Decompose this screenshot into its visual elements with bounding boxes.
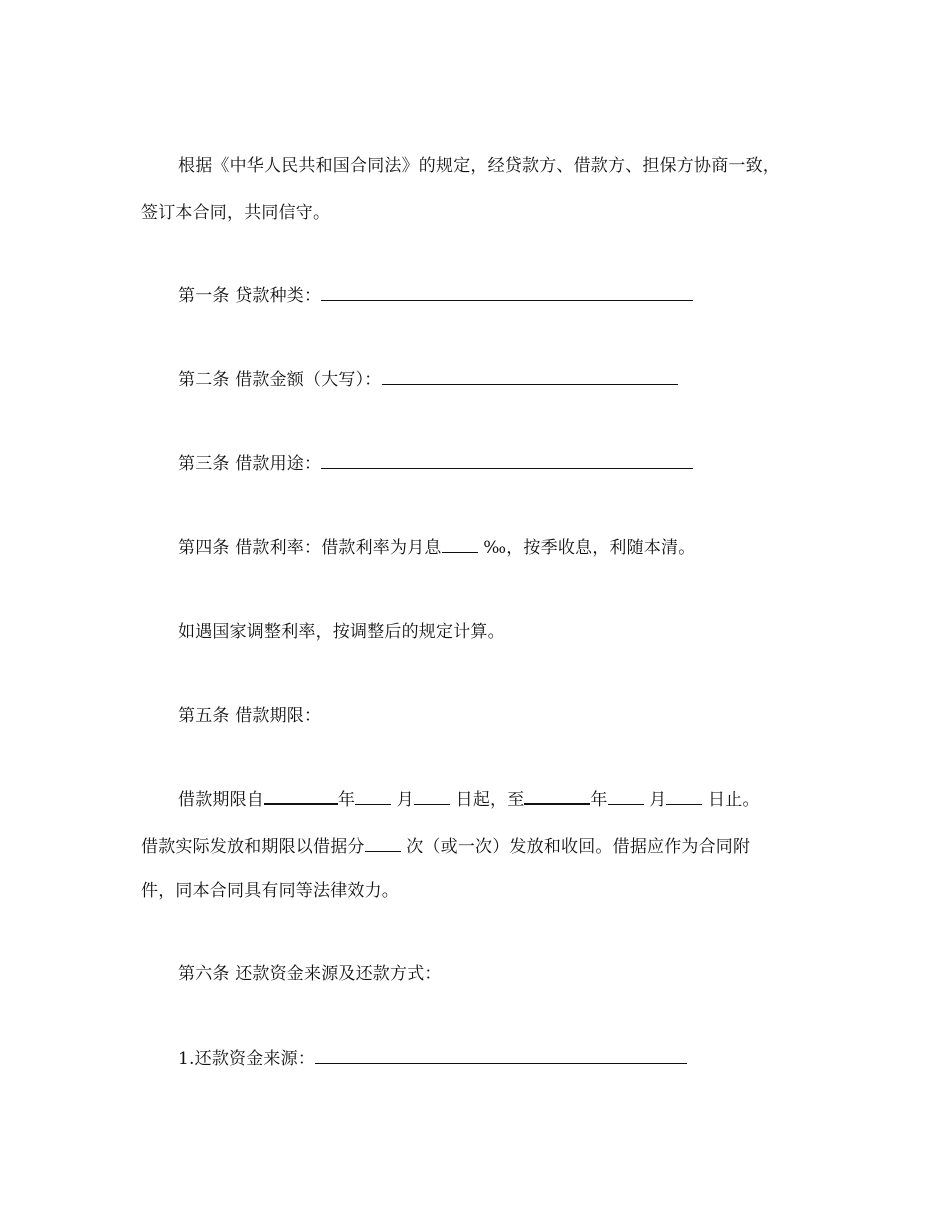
start-month-blank — [355, 790, 391, 805]
preamble-line-1: 根据《中华人民共和国合同法》的规定，经贷款方、借款方、担保方协商一致， — [178, 156, 780, 176]
start-year-blank — [264, 789, 338, 805]
end-year-blank — [524, 789, 590, 805]
day-from-label: 日起，至 — [450, 790, 525, 810]
installment-suffix: 次（或一次）发放和收回。借据应作为合同附 — [400, 837, 751, 857]
article-6-item-1 — [178, 1048, 687, 1070]
article-5-line-2 — [141, 836, 750, 858]
article-1 — [178, 285, 693, 307]
installment-prefix: 借款实际发放和期限以借据分 — [141, 837, 365, 857]
article-4 — [178, 537, 695, 559]
loan-amount-blank — [382, 370, 678, 385]
term-from-label: 借款期限自 — [178, 790, 264, 810]
article-3-label: 第三条 借款用途： — [178, 454, 322, 474]
start-day-blank — [414, 790, 450, 805]
article-5-term — [178, 789, 760, 811]
end-month-blank — [608, 790, 644, 805]
year-label-2: 年 — [590, 790, 608, 810]
article-2 — [178, 369, 678, 391]
year-label: 年 — [338, 790, 356, 810]
preamble-line-2: 签订本合同，共同信守。 — [141, 203, 331, 223]
article-5-line-3: 件，同本合同具有同等法律效力。 — [141, 881, 399, 901]
day-to-label: 日止。 — [702, 790, 760, 810]
loan-purpose-blank — [321, 454, 693, 469]
article-5-label: 第五条 借款期限： — [178, 706, 322, 726]
article-3 — [178, 453, 693, 475]
month-label: 月 — [391, 790, 415, 810]
article-6-label: 第六条 还款资金来源及还款方式： — [178, 964, 442, 984]
repayment-source-label: 1.还款资金来源： — [178, 1049, 316, 1069]
loan-type-blank — [321, 286, 693, 301]
article-4-prefix: 第四条 借款利率：借款利率为月息 — [178, 538, 442, 558]
end-day-blank — [666, 790, 702, 805]
article-4-suffix: ‰，按季收息，利随本清。 — [477, 538, 696, 558]
monthly-rate-blank — [442, 538, 478, 553]
month-label-2: 月 — [643, 790, 667, 810]
installment-count-blank — [365, 837, 401, 852]
repayment-source-blank — [315, 1049, 687, 1064]
article-2-label: 第二条 借款金额（大写）： — [178, 370, 382, 390]
article-1-label: 第一条 贷款种类： — [178, 286, 322, 306]
article-4-note: 如遇国家调整利率，按调整后的规定计算。 — [178, 622, 505, 642]
